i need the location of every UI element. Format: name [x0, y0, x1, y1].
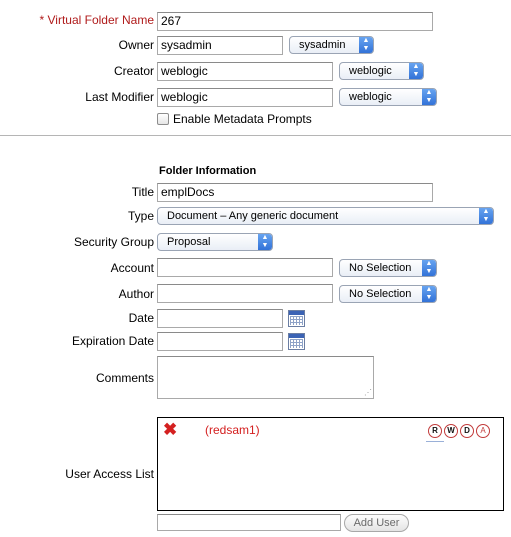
author-select-value: No Selection [349, 288, 412, 300]
last-modifier-label: Last Modifier [85, 90, 154, 104]
type-label: Type [127, 209, 154, 223]
select-arrows-icon: ▲ ▼ [422, 285, 436, 303]
author-select[interactable] [339, 285, 437, 303]
owner-select-value: sysadmin [299, 39, 346, 51]
account-select[interactable] [339, 259, 437, 277]
remove-user-icon[interactable]: ✖ [163, 420, 178, 439]
resize-grip-icon[interactable]: ⋰ [364, 388, 372, 397]
permission-read-icon[interactable]: R [428, 424, 442, 438]
virtual-folder-name-label [39, 12, 154, 28]
security-group-label: Security Group [73, 235, 154, 249]
new-user-input[interactable] [157, 514, 341, 531]
select-arrows-icon: ▲ ▼ [479, 207, 493, 225]
last-modifier-input[interactable]: weblogic [157, 88, 333, 107]
calendar-icon[interactable] [288, 333, 305, 350]
type-select-value: Document – Any generic document [167, 210, 339, 222]
owner-label: Owner [118, 38, 154, 52]
owner-select[interactable] [289, 36, 374, 54]
security-group-select[interactable] [157, 233, 273, 251]
date-input[interactable] [157, 309, 283, 328]
security-group-select-value: Proposal [167, 236, 211, 248]
folder-information-heading: Folder Information [159, 165, 257, 177]
author-label: Author [118, 287, 154, 301]
select-arrows-icon: ▲ ▼ [258, 233, 272, 251]
account-select-value: No Selection [349, 262, 412, 274]
creator-input[interactable]: weblogic [157, 62, 333, 81]
expiration-date-label: Expiration Date [71, 334, 154, 348]
user-access-list [157, 417, 504, 511]
add-user-button[interactable]: Add User [344, 514, 409, 532]
calendar-icon[interactable] [288, 310, 305, 327]
date-label: Date [128, 311, 154, 325]
account-label: Account [110, 261, 154, 275]
account-input[interactable] [157, 258, 333, 277]
select-arrows-icon: ▲ ▼ [359, 36, 373, 54]
section-divider [0, 135, 511, 136]
creator-select-value: weblogic [349, 65, 392, 77]
enable-metadata-prompts-label: Enable Metadata Prompts [173, 112, 312, 126]
comments-label: Comments [95, 371, 154, 385]
last-modifier-select-value: weblogic [349, 91, 392, 103]
permission-underline [426, 441, 444, 442]
virtual-folder-name-label-text: Virtual Folder Name [47, 13, 154, 27]
enable-metadata-prompts-checkbox[interactable] [157, 113, 169, 125]
expiration-date-input[interactable] [157, 332, 283, 351]
access-user-name: (redsam1) [205, 423, 260, 437]
author-input[interactable] [157, 284, 333, 303]
select-arrows-icon: ▲ ▼ [409, 62, 423, 80]
user-access-list-label: User Access List [65, 467, 154, 481]
title-input[interactable]: emplDocs [157, 183, 433, 202]
virtual-folder-name-input[interactable]: 267 [157, 12, 433, 31]
permission-delete-icon[interactable]: D [460, 424, 474, 438]
permission-admin-icon[interactable]: A [476, 424, 490, 438]
required-marker: * [39, 13, 45, 27]
creator-select[interactable] [339, 62, 424, 80]
select-arrows-icon: ▲ ▼ [422, 259, 436, 277]
owner-input[interactable]: sysadmin [157, 36, 283, 55]
type-select[interactable] [157, 207, 494, 225]
comments-textarea[interactable] [157, 356, 374, 399]
last-modifier-select[interactable] [339, 88, 437, 106]
title-label: Title [131, 185, 154, 199]
creator-label: Creator [113, 64, 154, 78]
permission-write-icon[interactable]: W [444, 424, 458, 438]
select-arrows-icon: ▲ ▼ [422, 88, 436, 106]
